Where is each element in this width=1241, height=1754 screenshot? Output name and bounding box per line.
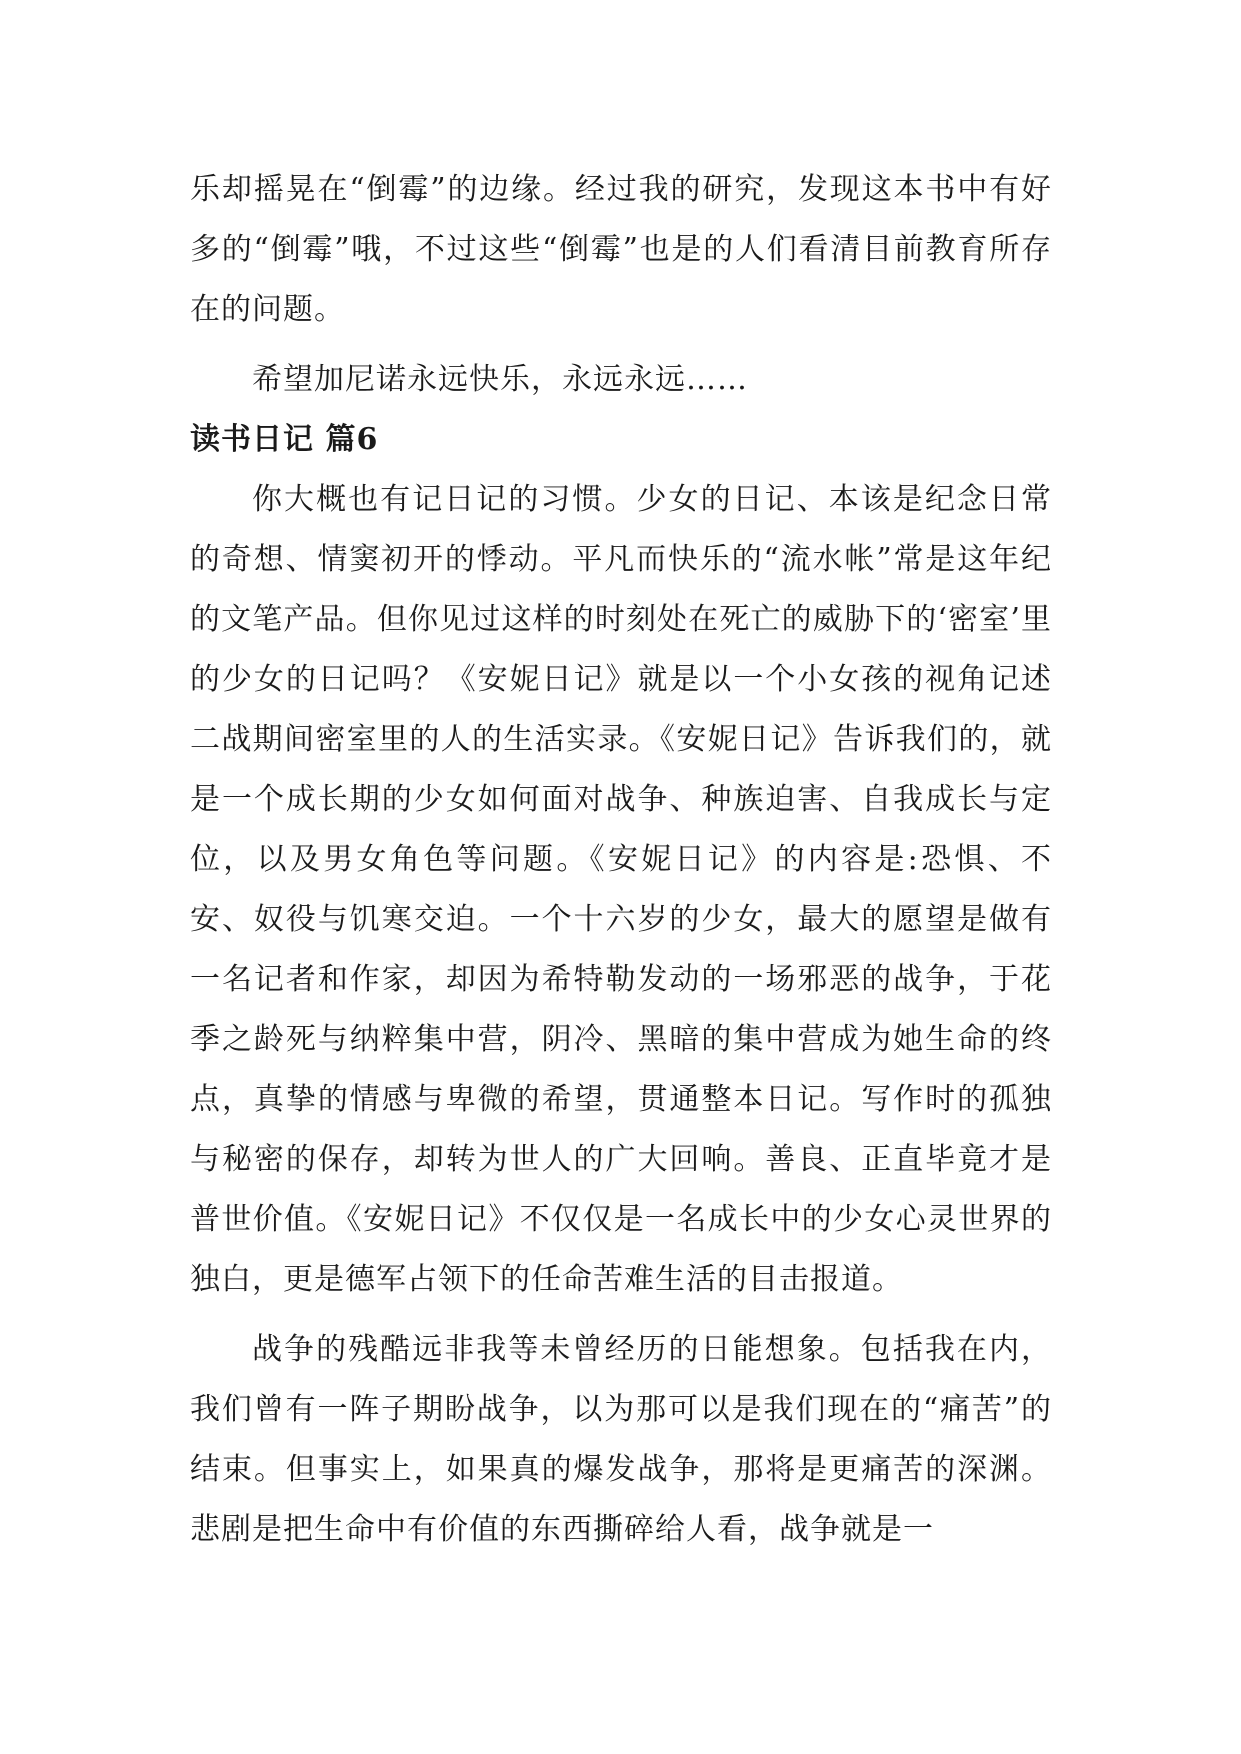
paragraph-3: 你大概也有记日记的习惯。少女的日记、本该是纪念日常的奇想、情窦初开的悸动。平凡而快乐的“流水帐”常是这年纪的文笔产品。但你见过这样的时刻处在死亡的威胁下的‘密室’里的少女的日记吗？《安妮日记》就是以一个小女孩的视角记述二战期间密室里的人的生活实录。《安妮日记》告诉我们的，就是一个成长期的少女如何面对战争、种族迫害、自我成长与定位，以及男女角色等问题。《安妮日记》的内容是:恐惧、不安、奴役与饥寒交迫。一个十六岁的少女，最大的愿望是做有一名记者和作家，却因为希特勒发动的一场邪恶的战争，于花季之龄死与纳粹集中营，阴冷、黑暗的集中营成为她生命的终点，真挚的情感与卑微的希望，贯通整本日记。写作时的孤独与秘密的保存，却转为世人的广大回响。善良、正直毕竟才是普世价值。《安妮日记》不仅仅是一名成长中的少女心灵世界的独白，更是德军占领下的任命苦难生活的目击报道。: [190, 482, 1052, 1297]
paragraph-1: 乐却摇晃在“倒霉”的边缘。经过我的研究，发现这本书中有好多的“倒霉”哦，不过这些“倒霉”也是的人们看清目前教育所存在的问题。: [190, 172, 1052, 327]
paragraph-4: 战争的残酷远非我等未曾经历的日能想象。包括我在内，我们曾有一阵子期盼战争，以为那可以是我们现在的“痛苦”的结束。但事实上，如果真的爆发战争，那将是更痛苦的深渊。悲剧是把生命中有价值的东西撕碎给人看，战争就是一: [190, 1332, 1052, 1547]
section-heading: 读书日记 篇6: [190, 422, 379, 457]
document-body: [190, 160, 1052, 1560]
paragraph-2: 希望加尼诺永远快乐，永远永远……: [252, 362, 748, 397]
